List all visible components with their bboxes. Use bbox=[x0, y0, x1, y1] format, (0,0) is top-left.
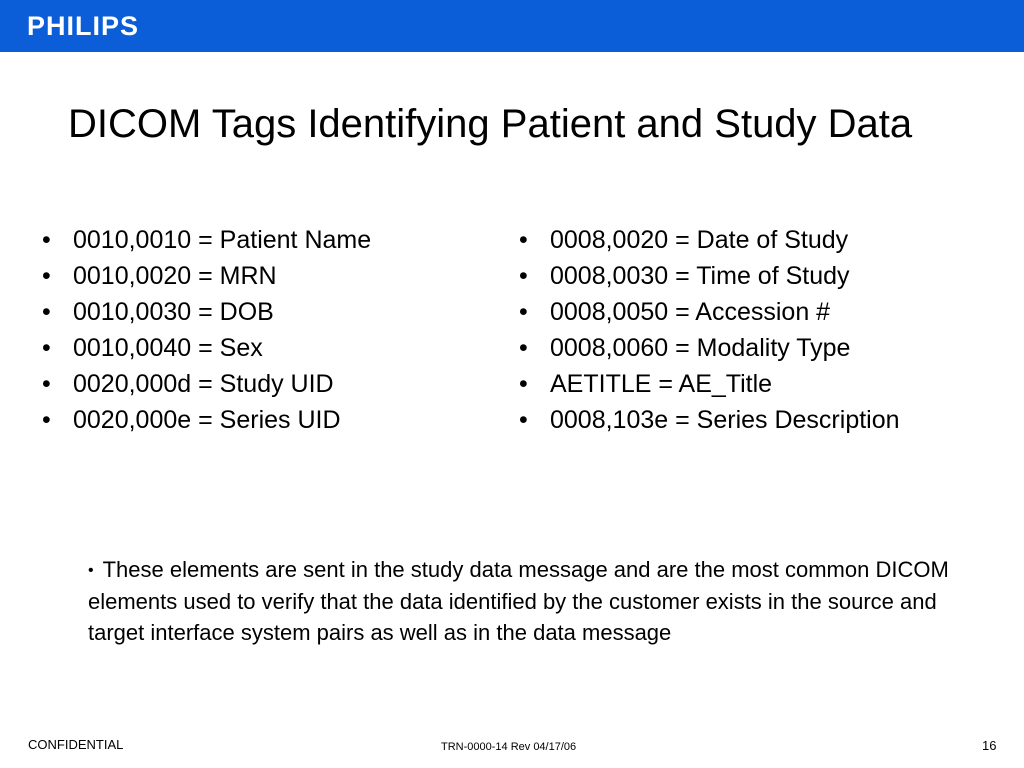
bullet-icon: • bbox=[42, 370, 51, 398]
list-item bbox=[42, 402, 482, 438]
right-tag-list bbox=[519, 222, 999, 438]
bullet-icon: • bbox=[42, 262, 51, 290]
bullet-icon: • bbox=[42, 298, 51, 326]
bullet-icon: • bbox=[519, 226, 528, 254]
list-item bbox=[42, 294, 482, 330]
list-item-text: 0008,103e = Series Description bbox=[550, 406, 900, 434]
header-bar bbox=[0, 0, 1024, 52]
list-item bbox=[519, 330, 999, 366]
list-item-text: 0010,0010 = Patient Name bbox=[73, 226, 372, 254]
bullet-icon: • bbox=[42, 334, 51, 362]
bullet-icon: • bbox=[42, 406, 51, 434]
list-item-text: 0008,0060 = Modality Type bbox=[550, 334, 851, 362]
list-item-text: 0010,0040 = Sex bbox=[73, 334, 263, 362]
list-item-text: 0020,000d = Study UID bbox=[73, 370, 334, 398]
list-item bbox=[42, 330, 482, 366]
slide-title: DICOM Tags Identifying Patient and Study Data bbox=[68, 102, 913, 146]
bullet-icon: • bbox=[88, 562, 94, 579]
philips-logo: PHILIPS bbox=[27, 11, 140, 41]
list-item bbox=[42, 258, 482, 294]
summary-note-text: These elements are sent in the study data message and are the most common DICOM elements used to verify that the data identified by the customer exists in the source and target interface system pairs as well as in the data message bbox=[88, 557, 949, 645]
footer-confidential: CONFIDENTIAL bbox=[28, 737, 124, 752]
list-item-text: 0008,0050 = Accession # bbox=[550, 298, 831, 326]
list-item-text: 0020,000e = Series UID bbox=[73, 406, 341, 434]
footer-page-number: 16 bbox=[982, 738, 997, 753]
bullet-icon: • bbox=[519, 406, 528, 434]
list-item-text: AETITLE = AE_Title bbox=[550, 370, 773, 398]
bullet-icon: • bbox=[42, 226, 51, 254]
list-item-text: 0010,0030 = DOB bbox=[73, 298, 274, 326]
bullet-icon: • bbox=[519, 262, 528, 290]
list-item bbox=[42, 366, 482, 402]
bullet-icon: • bbox=[519, 334, 528, 362]
list-item bbox=[519, 294, 999, 330]
list-item bbox=[42, 222, 482, 258]
list-item-text: 0008,0020 = Date of Study bbox=[550, 226, 849, 254]
left-tag-list bbox=[42, 222, 482, 438]
footer-document-id: TRN-0000-14 Rev 04/17/06 bbox=[441, 741, 577, 753]
list-item bbox=[519, 366, 999, 402]
list-item bbox=[519, 402, 999, 438]
bullet-icon: • bbox=[519, 298, 528, 326]
summary-note bbox=[88, 554, 968, 648]
list-item bbox=[519, 222, 999, 258]
bullet-icon: • bbox=[519, 370, 528, 398]
list-item-text: 0010,0020 = MRN bbox=[73, 262, 277, 290]
list-item-text: 0008,0030 = Time of Study bbox=[550, 262, 850, 290]
list-item bbox=[519, 258, 999, 294]
